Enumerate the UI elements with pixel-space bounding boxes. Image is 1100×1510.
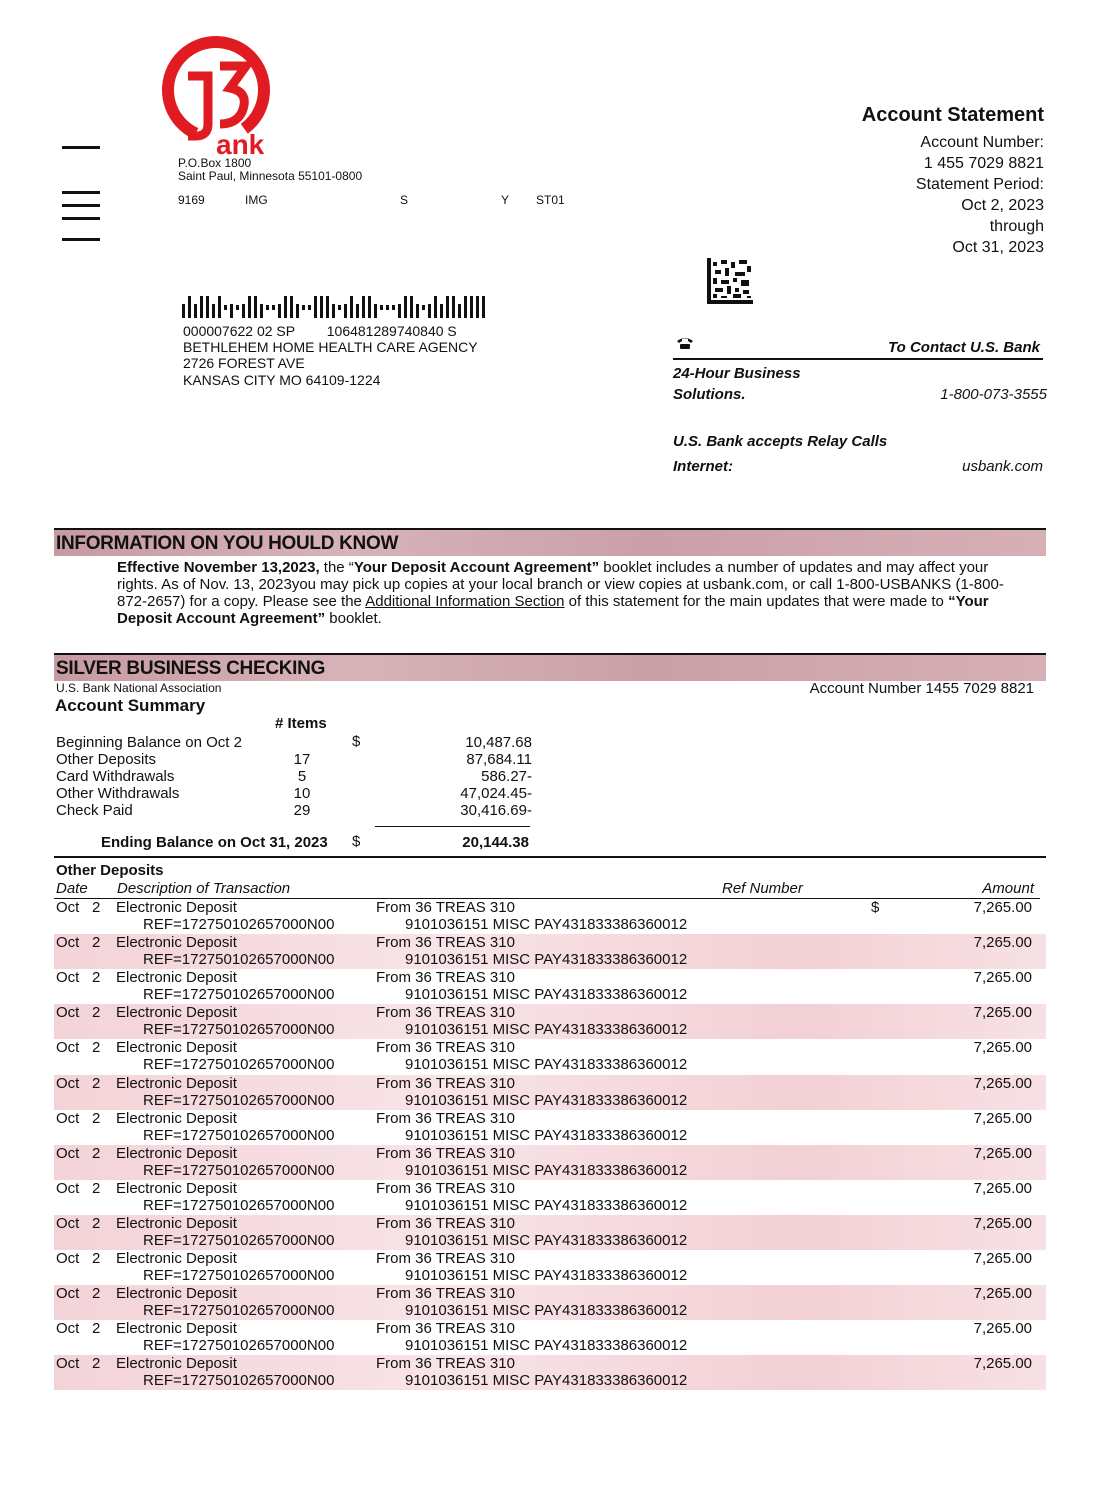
barcode-bar <box>356 304 359 318</box>
table-row <box>54 1355 1046 1390</box>
deposit-month: Oct <box>56 1285 80 1303</box>
table-row <box>54 1110 1046 1145</box>
barcode-bar <box>380 305 383 310</box>
deposit-description: Electronic Deposit <box>116 1285 237 1303</box>
barcode-bar <box>266 305 269 310</box>
deposit-ref: REF=172750102657000N00 <box>143 1126 335 1144</box>
info-notice <box>117 559 1032 627</box>
table-row <box>54 1004 1046 1039</box>
period-label: Statement Period: <box>915 176 1044 193</box>
deposit-ref: REF=172750102657000N00 <box>143 1302 335 1320</box>
bank-address <box>178 157 362 183</box>
deposit-ref: REF=172750102657000N00 <box>143 1091 335 1109</box>
deposit-amount: 7,265.00 <box>973 969 1032 987</box>
deposit-amount: 7,265.00 <box>973 1109 1032 1127</box>
deposit-from: From 36 TREAS 310 <box>376 1004 515 1022</box>
summary-label: Check Paid <box>56 802 133 819</box>
summary-total-rule <box>375 826 530 827</box>
barcode-bar <box>440 304 443 318</box>
deposit-day: 2 <box>92 899 101 916</box>
barcode-bar <box>362 296 365 318</box>
account-number-label: Account Number: <box>920 134 1044 151</box>
deposit-month: Oct <box>56 1039 80 1057</box>
deposit-ref: REF=172750102657000N00 <box>143 1231 335 1249</box>
table-row <box>54 1145 1046 1180</box>
mail-code-5: ST01 <box>536 193 565 207</box>
summary-amount: 586.27- <box>481 768 532 785</box>
notice-text-d: booklet. <box>325 610 382 627</box>
deposit-from: From 36 TREAS 310 <box>376 1355 515 1373</box>
barcode-bar <box>188 296 191 318</box>
deposit-misc: 9101036151 MISC PAY431833386360012 <box>405 916 688 933</box>
deposit-month: Oct <box>56 1074 80 1092</box>
deposit-misc: 9101036151 MISC PAY431833386360012 <box>405 1231 688 1249</box>
deposit-day: 2 <box>92 1074 101 1092</box>
mail-code-1: 9169 <box>178 193 205 207</box>
barcode-bar <box>332 304 335 318</box>
mailing-code-b: 106481289740840 S <box>326 323 457 339</box>
deposit-description: Electronic Deposit <box>116 934 237 952</box>
period-end: Oct 31, 2023 <box>952 239 1044 256</box>
deposit-from: From 36 TREAS 310 <box>376 899 515 916</box>
items-header: # Items <box>275 715 327 732</box>
barcode-bar <box>374 304 377 318</box>
qr-code-icon <box>707 258 753 304</box>
barcode-bar <box>248 296 251 318</box>
ending-balance-amount: 20,144.38 <box>462 834 529 851</box>
internet-label: Internet: <box>673 458 733 475</box>
deposit-day: 2 <box>92 1250 101 1267</box>
summary-label: Other Deposits <box>56 751 157 768</box>
deposit-description: Electronic Deposit <box>116 1004 237 1022</box>
deposit-description: Electronic Deposit <box>116 1355 237 1373</box>
deposit-from: From 36 TREAS 310 <box>376 1109 515 1127</box>
deposit-amount: 7,265.00 <box>973 1214 1032 1232</box>
table-row <box>54 1250 1046 1285</box>
deposit-from: From 36 TREAS 310 <box>376 1039 515 1057</box>
deposit-ref: REF=172750102657000N00 <box>143 1267 335 1284</box>
deposit-misc: 9101036151 MISC PAY431833386360012 <box>405 1091 688 1109</box>
business-phone[interactable]: 1-800-073-3555 <box>940 386 1047 403</box>
statement-details <box>916 132 1044 258</box>
notice-effective: Effective November 13,2023, <box>117 559 320 576</box>
margin-tick <box>62 217 100 220</box>
postal-barcode <box>182 296 488 318</box>
margin-tick <box>62 238 100 241</box>
deposit-ref: REF=172750102657000N00 <box>143 1021 335 1039</box>
deposit-month: Oct <box>56 1109 80 1127</box>
summary-items: 10 <box>293 785 311 802</box>
ending-currency: $ <box>352 833 361 850</box>
deposit-description: Electronic Deposit <box>116 1144 237 1162</box>
barcode-bar <box>386 305 389 310</box>
deposit-misc: 9101036151 MISC PAY431833386360012 <box>405 1372 688 1390</box>
account-number: 1 455 7029 8821 <box>923 155 1044 172</box>
deposit-from: From 36 TREAS 310 <box>376 1144 515 1162</box>
barcode-bar <box>482 296 485 318</box>
barcode-bar <box>326 296 329 318</box>
deposit-ref: REF=172750102657000N00 <box>143 916 335 933</box>
deposit-month: Oct <box>56 1355 80 1373</box>
deposit-ref: REF=172750102657000N00 <box>143 951 335 969</box>
deposit-misc: 9101036151 MISC PAY431833386360012 <box>405 1021 688 1039</box>
barcode-bar <box>272 305 275 310</box>
deposit-amount: 7,265.00 <box>973 1039 1032 1057</box>
notice-text-a: the “ <box>319 559 354 576</box>
deposit-month: Oct <box>56 934 80 952</box>
deposit-description: Electronic Deposit <box>116 1109 237 1127</box>
summary-bottom-rule <box>54 856 1046 858</box>
deposit-ref: REF=172750102657000N00 <box>143 1337 335 1355</box>
deposit-description: Electronic Deposit <box>116 969 237 987</box>
summary-amount: 10,487.68 <box>465 734 532 751</box>
contact-heading: To Contact U.S. Bank <box>888 339 1040 356</box>
deposit-description: Electronic Deposit <box>116 1179 237 1197</box>
barcode-bar <box>182 304 185 318</box>
deposit-ref: REF=172750102657000N00 <box>143 1161 335 1179</box>
deposit-misc: 9101036151 MISC PAY431833386360012 <box>405 1161 688 1179</box>
info-section-header <box>54 528 1046 556</box>
barcode-bar <box>242 304 245 318</box>
deposit-ref: REF=172750102657000N00 <box>143 1372 335 1390</box>
deposit-description: Electronic Deposit <box>116 1320 237 1338</box>
deposit-ref: REF=172750102657000N00 <box>143 986 335 1004</box>
deposit-misc: 9101036151 MISC PAY431833386360012 <box>405 1302 688 1320</box>
table-row <box>54 899 1046 934</box>
barcode-bar <box>284 296 287 318</box>
deposit-month: Oct <box>56 1250 80 1267</box>
col-ref-number: Ref Number <box>722 880 803 897</box>
deposit-from: From 36 TREAS 310 <box>376 1214 515 1232</box>
summary-amount: 87,684.11 <box>466 751 532 768</box>
mailing-street: 2726 FOREST AVE <box>183 355 305 371</box>
business-label-1: 24-Hour Business <box>673 365 801 382</box>
table-row <box>54 969 1046 1004</box>
barcode-bar <box>428 304 431 318</box>
barcode-bar <box>404 296 407 318</box>
relay-calls: U.S. Bank accepts Relay Calls <box>673 433 888 450</box>
deposit-month: Oct <box>56 969 80 987</box>
mail-code-4: Y <box>501 193 510 207</box>
deposit-day: 2 <box>92 1214 101 1232</box>
barcode-bar <box>470 296 473 318</box>
deposit-amount: 7,265.00 <box>973 1074 1032 1092</box>
deposit-amount: 7,265.00 <box>973 1285 1032 1303</box>
mail-code-3: S <box>400 193 409 207</box>
checking-section-header <box>54 653 1046 681</box>
barcode-bar <box>302 305 305 310</box>
notice-agreement-2: “Your Deposit Account Agreement” <box>117 593 989 627</box>
barcode-bar <box>260 304 263 318</box>
barcode-bar <box>338 305 341 310</box>
deposit-amount: 7,265.00 <box>973 934 1032 952</box>
margin-tick <box>62 146 100 149</box>
barcode-bar <box>236 305 239 310</box>
deposit-description: Electronic Deposit <box>116 899 237 916</box>
deposit-amount: 7,265.00 <box>973 1250 1032 1267</box>
barcode-bar <box>434 296 437 318</box>
deposit-description: Electronic Deposit <box>116 1039 237 1057</box>
barcode-bar <box>314 296 317 318</box>
barcode-bar <box>224 305 227 310</box>
deposit-month: Oct <box>56 1320 80 1338</box>
contact-divider <box>673 358 1043 360</box>
bank-logo <box>158 36 288 156</box>
deposit-month: Oct <box>56 899 80 916</box>
deposit-from: From 36 TREAS 310 <box>376 1250 515 1267</box>
barcode-bar <box>278 304 281 318</box>
deposit-amount: 7,265.00 <box>973 1004 1032 1022</box>
phone-icon <box>676 336 694 350</box>
ending-balance-label: Ending Balance on Oct 31, 2023 <box>101 834 328 851</box>
barcode-bar <box>230 304 233 318</box>
deposit-day: 2 <box>92 1179 101 1197</box>
margin-tick <box>62 204 100 207</box>
deposit-amount: 7,265.00 <box>973 1320 1032 1338</box>
deposit-day: 2 <box>92 1285 101 1303</box>
deposit-day: 2 <box>92 1004 101 1022</box>
deposit-ref: REF=172750102657000N00 <box>143 1056 335 1074</box>
barcode-bar <box>200 296 203 318</box>
deposit-month: Oct <box>56 1004 80 1022</box>
deposit-day: 2 <box>92 969 101 987</box>
table-row <box>54 1215 1046 1250</box>
period-through: through <box>989 218 1044 235</box>
checking-account-number: Account Number 1455 7029 8821 <box>809 680 1034 697</box>
summary-currency: $ <box>352 733 361 750</box>
mailing-line1 <box>183 323 457 339</box>
deposit-misc: 9101036151 MISC PAY431833386360012 <box>405 1126 688 1144</box>
barcode-bar <box>464 296 467 318</box>
deposit-misc: 9101036151 MISC PAY431833386360012 <box>405 1267 688 1284</box>
summary-amount: 30,416.69- <box>460 802 532 819</box>
barcode-bar <box>422 305 425 310</box>
barcode-bar <box>350 296 353 318</box>
barcode-bar <box>446 296 449 318</box>
deposit-description: Electronic Deposit <box>116 1074 237 1092</box>
col-description: Description of Transaction <box>117 880 291 897</box>
barcode-bar <box>218 296 221 318</box>
deposit-day: 2 <box>92 1144 101 1162</box>
notice-agreement: Your Deposit Account Agreement” <box>353 559 600 576</box>
deposit-amount: 7,265.00 <box>973 899 1032 916</box>
deposit-amount: 7,265.00 <box>973 1144 1032 1162</box>
deposit-month: Oct <box>56 1179 80 1197</box>
deposit-currency: $ <box>871 899 880 916</box>
summary-items: 17 <box>293 751 311 768</box>
mailing-city: KANSAS CITY MO 64109-1224 <box>183 372 381 388</box>
bank-legal-name: U.S. Bank National Association <box>56 681 222 695</box>
logo-text: ank <box>216 129 265 156</box>
summary-label: Other Withdrawals <box>56 785 180 802</box>
deposit-misc: 9101036151 MISC PAY431833386360012 <box>405 951 688 969</box>
deposit-day: 2 <box>92 1355 101 1373</box>
barcode-bar <box>254 296 257 318</box>
internet-link[interactable]: usbank.com <box>962 458 1043 475</box>
deposit-month: Oct <box>56 1214 80 1232</box>
additional-info-link[interactable]: Additional Information Section <box>365 593 565 610</box>
barcode-bar <box>398 304 401 318</box>
barcode-bar <box>194 304 197 318</box>
barcode-bar <box>308 305 311 310</box>
deposit-amount: 7,265.00 <box>973 1179 1032 1197</box>
barcode-bar <box>320 296 323 318</box>
col-date: Date <box>56 880 88 897</box>
business-label-2: Solutions. <box>673 386 746 403</box>
notice-text-b: booklet includes a number of updates and may affect your rights. As of Nov. 13, 2023you may pick up copies at your local branch or view copies at usbank.com, or call 1-800-USBANKS (1-800-872-2657) for a copy. Please see the <box>117 559 1004 610</box>
deposit-from: From 36 TREAS 310 <box>376 1179 515 1197</box>
barcode-bar <box>452 296 455 318</box>
deposit-description: Electronic Deposit <box>116 1214 237 1232</box>
deposit-ref: REF=172750102657000N00 <box>143 1196 335 1214</box>
deposit-day: 2 <box>92 1320 101 1338</box>
deposits-title: Other Deposits <box>56 862 164 879</box>
account-summary-title: Account Summary <box>55 696 206 715</box>
table-row <box>54 1039 1046 1074</box>
barcode-bar <box>296 304 299 318</box>
table-row <box>54 1075 1046 1110</box>
table-row <box>54 1180 1046 1215</box>
barcode-bar <box>344 304 347 318</box>
mail-code-2: IMG <box>245 193 268 207</box>
barcode-bar <box>212 304 215 318</box>
barcode-bar <box>458 304 461 318</box>
table-row <box>54 934 1046 969</box>
deposit-misc: 9101036151 MISC PAY431833386360012 <box>405 986 688 1004</box>
deposit-misc: 9101036151 MISC PAY431833386360012 <box>405 1056 688 1074</box>
mailing-name: BETHLEHEM HOME HEALTH CARE AGENCY <box>183 339 478 355</box>
summary-items: 5 <box>297 768 307 785</box>
barcode-bar <box>416 304 419 318</box>
deposit-misc: 9101036151 MISC PAY431833386360012 <box>405 1337 688 1355</box>
deposit-from: From 36 TREAS 310 <box>376 1320 515 1338</box>
period-start: Oct 2, 2023 <box>961 197 1044 214</box>
deposit-from: From 36 TREAS 310 <box>376 934 515 952</box>
barcode-bar <box>368 296 371 318</box>
deposit-day: 2 <box>92 934 101 952</box>
deposit-from: From 36 TREAS 310 <box>376 1285 515 1303</box>
summary-amount: 47,024.45- <box>460 785 532 802</box>
deposit-day: 2 <box>92 1109 101 1127</box>
bank-address-line1: P.O.Box 1800 <box>178 156 252 170</box>
table-row <box>54 1285 1046 1320</box>
summary-label: Beginning Balance on Oct 2 <box>56 734 242 751</box>
deposit-from: From 36 TREAS 310 <box>376 969 515 987</box>
deposit-from: From 36 TREAS 310 <box>376 1074 515 1092</box>
barcode-bar <box>410 296 413 318</box>
deposit-misc: 9101036151 MISC PAY431833386360012 <box>405 1196 688 1214</box>
bank-address-line2: Saint Paul, Minnesota 55101-0800 <box>178 169 363 183</box>
summary-label: Card Withdrawals <box>56 768 175 785</box>
mailing-code-a: 000007622 02 SP <box>183 323 295 339</box>
barcode-bar <box>290 296 293 318</box>
deposit-day: 2 <box>92 1039 101 1057</box>
checking-section-title: SILVER BUSINESS CHECKING <box>56 658 326 679</box>
col-amount: Amount <box>982 880 1034 897</box>
info-section-title: INFORMATION ON YOU HOULD KNOW <box>56 533 399 554</box>
margin-tick <box>62 191 100 194</box>
barcode-bar <box>392 305 395 310</box>
deposit-description: Electronic Deposit <box>116 1250 237 1267</box>
summary-items: 29 <box>293 802 311 819</box>
barcode-bar <box>206 296 209 318</box>
table-row <box>54 1320 1046 1355</box>
statement-title: Account Statement <box>861 104 1044 126</box>
notice-text-c: of this statement for the main updates that were made to <box>564 593 949 610</box>
deposit-month: Oct <box>56 1144 80 1162</box>
deposit-amount: 7,265.00 <box>973 1355 1032 1373</box>
barcode-bar <box>476 296 479 318</box>
